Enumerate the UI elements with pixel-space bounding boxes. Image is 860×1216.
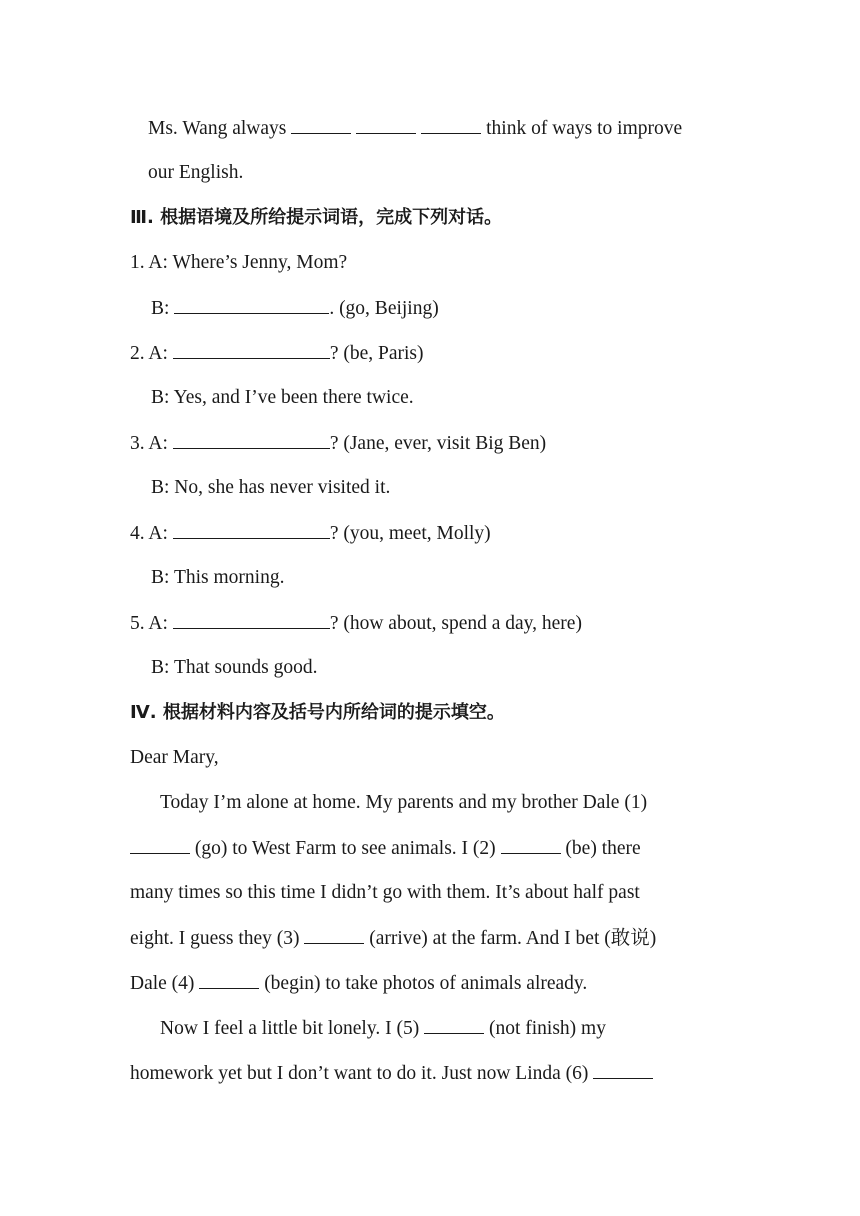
text: Dale (4) bbox=[130, 973, 200, 994]
text: B: bbox=[151, 298, 175, 319]
dialogue-line-a bbox=[130, 521, 491, 546]
letter-salutation: Dear Mary, bbox=[130, 747, 219, 768]
text: (begin) to take photos of animals already. bbox=[259, 973, 588, 994]
answer-blank[interactable] bbox=[173, 611, 330, 629]
answer-blank[interactable] bbox=[593, 1061, 653, 1079]
letter-line bbox=[160, 1016, 606, 1041]
answer-blank[interactable] bbox=[130, 836, 190, 854]
item-number: 1. A: bbox=[130, 252, 173, 273]
text: (not finish) my bbox=[484, 1018, 606, 1039]
text: (go) to West Farm to see animals. I (2) bbox=[190, 838, 501, 859]
dialogue-line-b: B: Yes, and I’ve been there twice. bbox=[151, 387, 414, 408]
answer-blank[interactable] bbox=[173, 521, 330, 539]
answer-blank[interactable] bbox=[173, 431, 330, 449]
letter-line: Today I’m alone at home. My parents and my brother Dale (1) bbox=[160, 792, 648, 813]
letter-line bbox=[130, 971, 587, 996]
text: our English. bbox=[148, 162, 244, 183]
text: (be) there bbox=[560, 838, 641, 859]
dialogue-line-a bbox=[130, 431, 546, 456]
hint-text: ? (Jane, ever, visit Big Ben) bbox=[329, 433, 547, 454]
dialogue-line-b: B: That sounds good. bbox=[151, 657, 318, 678]
item-number: 4. A: bbox=[130, 523, 173, 544]
answer-blank[interactable] bbox=[304, 926, 364, 944]
answer-blank[interactable] bbox=[199, 971, 259, 989]
dialogue-line-a bbox=[130, 251, 347, 275]
dialogue-line-a bbox=[130, 341, 424, 366]
exercise-line bbox=[148, 116, 682, 141]
section-heading: Ⅲ. 根据语境及所给提示词语，完成下列对话。 bbox=[130, 207, 503, 228]
answer-blank[interactable] bbox=[501, 836, 561, 854]
letter-line bbox=[130, 926, 656, 951]
answer-blank[interactable] bbox=[356, 116, 416, 134]
text: think of ways to improve bbox=[486, 118, 683, 139]
item-number: 2. A: bbox=[130, 343, 173, 364]
text: Now I feel a little bit lonely. I (5) bbox=[160, 1018, 425, 1039]
text: Ms. Wang always bbox=[148, 118, 287, 139]
dialogue-line-a bbox=[130, 611, 582, 636]
exercise-line bbox=[148, 161, 243, 185]
text: eight. I guess they (3) bbox=[130, 928, 305, 949]
dialogue-line-b bbox=[151, 296, 439, 321]
hint-text: . (go, Beijing) bbox=[329, 298, 439, 319]
letter-line bbox=[130, 1061, 653, 1086]
answer-blank[interactable] bbox=[424, 1016, 484, 1034]
item-number: 5. A: bbox=[130, 613, 173, 634]
letter-line: many times so this time I didn’t go with them. It’s about half past bbox=[130, 882, 640, 903]
text: homework yet but I don’t want to do it. Just now Linda (6) bbox=[130, 1063, 594, 1084]
text: Where’s Jenny, Mom? bbox=[172, 252, 348, 273]
section-heading: Ⅳ. 根据材料内容及括号内所给词的提示填空。 bbox=[130, 702, 505, 723]
hint-text: ? (be, Paris) bbox=[329, 343, 424, 364]
item-number: 3. A: bbox=[130, 433, 173, 454]
answer-blank[interactable] bbox=[174, 296, 329, 314]
hint-text: ? (you, meet, Molly) bbox=[329, 523, 491, 544]
answer-blank[interactable] bbox=[421, 116, 481, 134]
answer-blank[interactable] bbox=[291, 116, 351, 134]
letter-line bbox=[130, 836, 641, 861]
dialogue-line-b: B: No, she has never visited it. bbox=[151, 477, 391, 498]
answer-blank[interactable] bbox=[173, 341, 330, 359]
hint-text: ? (how about, spend a day, here) bbox=[329, 613, 582, 634]
dialogue-line-b: B: This morning. bbox=[151, 567, 285, 588]
text: (arrive) at the farm. And I bet (敢说) bbox=[364, 928, 657, 949]
